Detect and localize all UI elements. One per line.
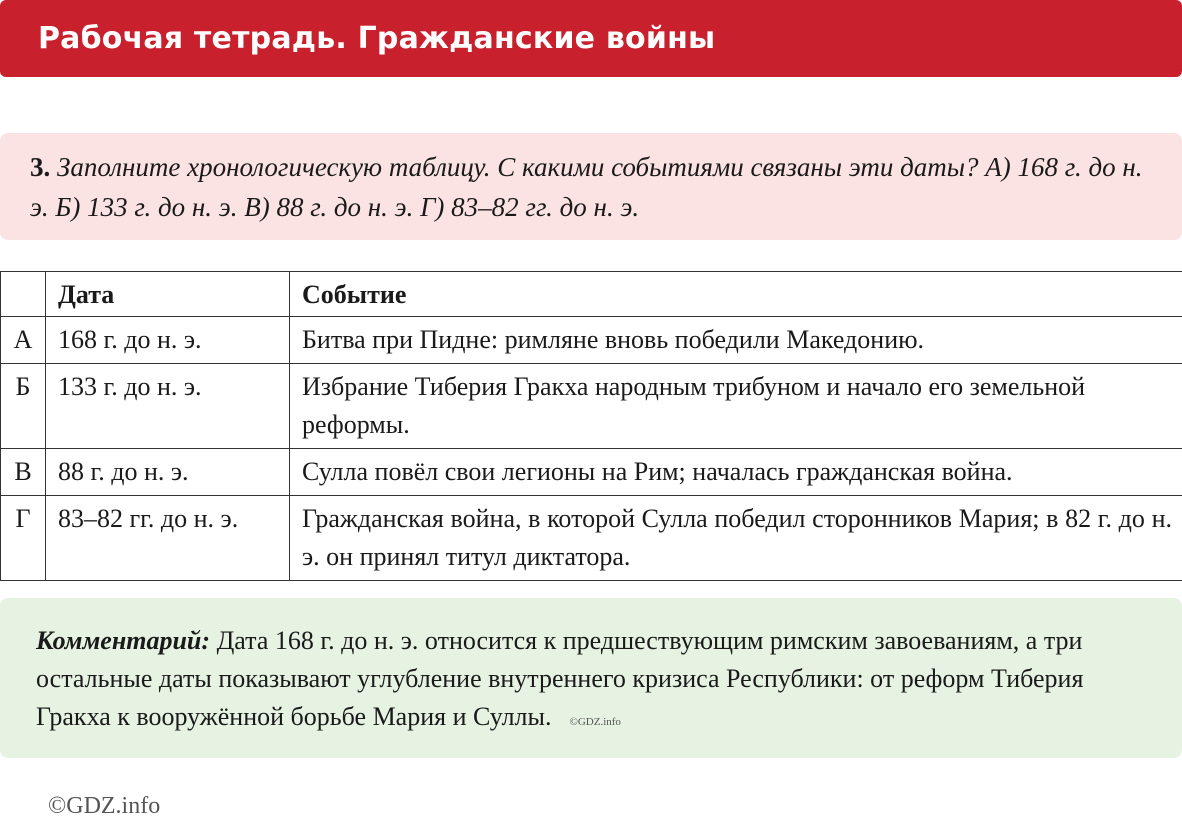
row-letter: Г [1,496,46,581]
header-cell-event: Событие [290,272,1182,317]
row-date: 168 г. до н. э. [46,317,290,364]
page-title: Рабочая тетрадь. Гражданские войны [38,21,716,56]
row-letter: Б [1,364,46,449]
row-event: Сулла повёл свои легионы на Рим; началась гражданская война. [290,449,1182,496]
question-body: Заполните хронологическую таблицу. С какими событиями связаны эти даты? А) 168 г. до н. э. Б) 133 г. до н. э. В) 88 г. до н. э. Г) 83–82 гг. до н. э. [30,152,1143,222]
page-header [0,0,1182,77]
row-date: 83–82 гг. до н. э. [46,496,290,581]
table-header-row [1,272,1182,317]
comment-paragraph [36,622,1152,741]
comment-box [0,598,1182,758]
row-event: Битва при Пидне: римляне вновь победили Македонию. [290,317,1182,364]
row-letter: А [1,317,46,364]
table-row [1,449,1182,496]
footer-copyright: ©GDZ.info [48,793,161,819]
comment-body: Дата 168 г. до н. э. относится к предшествующим римским завоеваниям, а три остальные даты показывают углубление внутреннего кризиса Республики: от реформ Тиберия Гракха к вооружённой борьбе Мария и Суллы. [36,626,1084,731]
question-box [0,133,1182,240]
chronology-table [0,271,1182,581]
header-cell-letter [1,272,46,317]
header-cell-date: Дата [46,272,290,317]
comment-watermark: ©GDZ.info [569,716,621,728]
row-event: Гражданская война, в которой Сулла победил сторонников Мария; в 82 г. до н. э. он принял титул диктатора. [290,496,1182,581]
comment-label: Комментарий: [36,626,211,655]
table-row [1,317,1182,364]
row-date: 133 г. до н. э. [46,364,290,449]
table-row [1,496,1182,581]
row-date: 88 г. до н. э. [46,449,290,496]
row-letter: В [1,449,46,496]
question-number: 3. [30,152,51,182]
table-row [1,364,1182,449]
row-event: Избрание Тиберия Гракха народным трибуном и начало его земельной реформы. [290,364,1182,449]
question-text [30,147,1158,227]
